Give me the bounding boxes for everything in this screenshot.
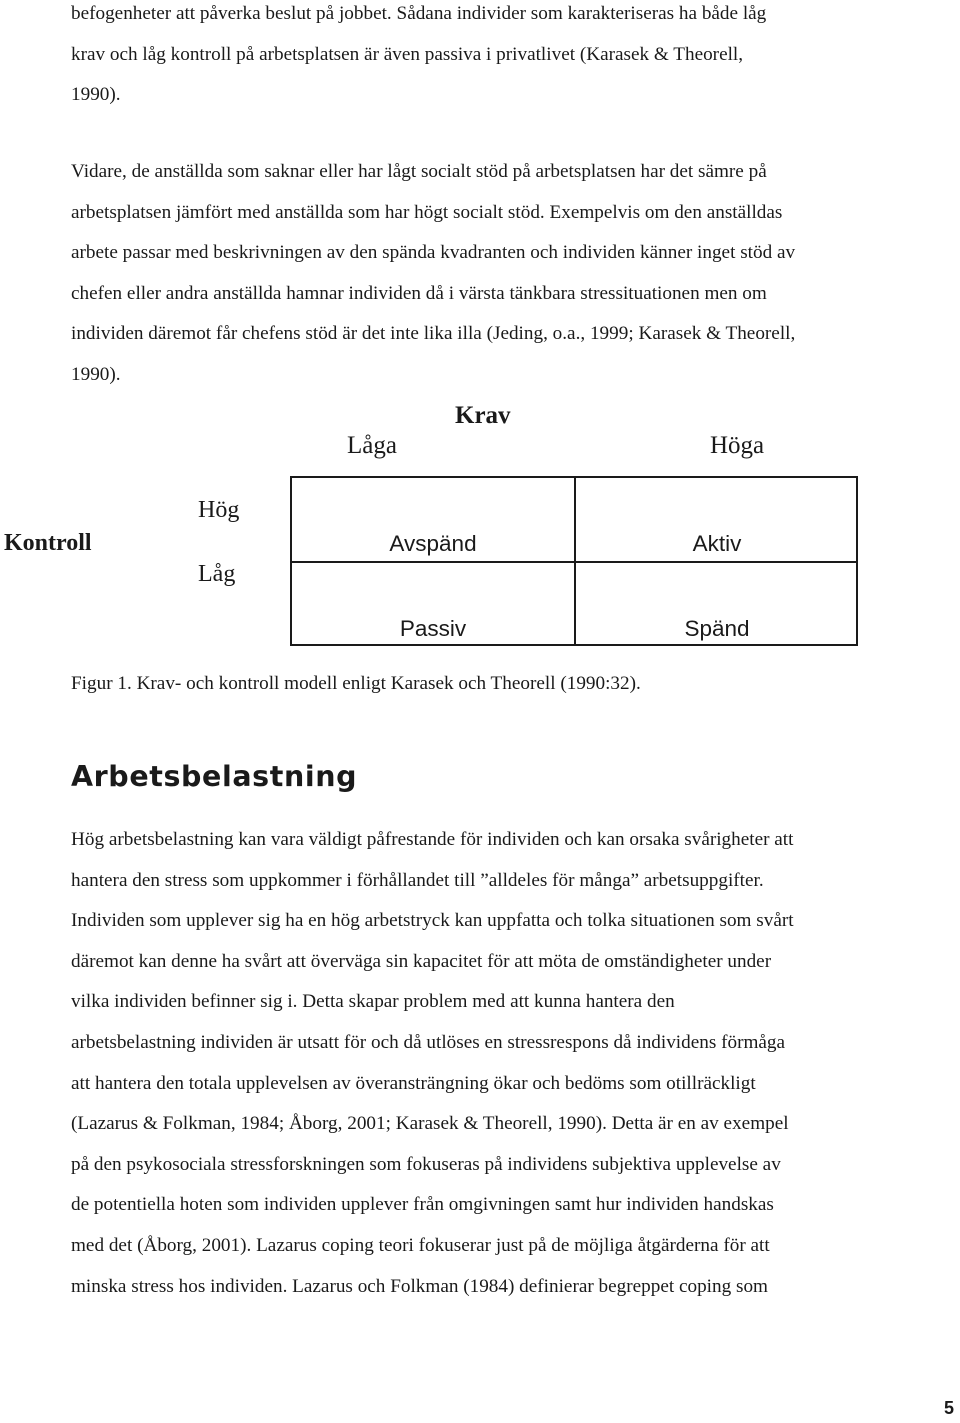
quadrant-grid [290,476,858,646]
quadrant-aktiv: Aktiv [692,531,742,556]
section-heading: Arbetsbelastning [71,760,358,793]
paragraph-social-support: Vidare, de anställda som saknar eller har lågt socialt stöd på arbetsplatsen har det sämre på arbetsplatsen jämfört med anställda som har högt socialt stöd. Exempelvis om den anställdas arbete passar med beskrivningen av den spända kvadranten och individen känner inget stöd av chefen eller andra anställda hamnar individen då i värsta tänkbara stressituationen men om individen däremot får chefens stöd är det inte lika illa (Jeding, o.a., 1999; Karasek & Theorell, 1990). [71,161,796,385]
grid-horizontal-divider [292,561,856,563]
krav-low-label: Låga [347,432,397,459]
paragraph-intro: befogenheter att påverka beslut på jobbet. Sådana individer som karakteriseras ha både låg krav och låg kontroll på arbetsplatsen är även passiva i privatlivet (Karasek & Theorell, 1990). [71,3,767,106]
page-number: 5 [944,1398,955,1418]
kontroll-axis-title: Kontroll [4,530,92,556]
krav-high-label: Höga [710,432,765,459]
paragraph-workload: Hög arbetsbelastning kan vara väldigt påfrestande för individen och kan orsaka svårigheter att hantera den stress som uppkommer i förhållandet till ”alldeles för många” arbetsuppgifter. Individen som upplever sig ha en hög arbetstryck kan uppfatta och tolka situationen som svårt däremot kan denne ha svårt att överväga sin kapacitet för att möta de omständigheter under vilka individen befinner sig i. Detta skapar problem med att kunna hantera den arbetsbelastning individen är utsatt för och då utlöses en stressrespons då individens förmåga att hantera den totala upplevelsen av överansträngning ökar och bedöms som otillräckligt (Lazarus & Folkman, 1984; Åborg, 2001; Karasek & Theorell, 1990). Detta är en av exempel på den psykosociala stressforskningen som fokuseras på individens subjektiva upplevelse av de potentiella hoten som individen upplever från omgivningen samt hur individen handskas med det (Åborg, 2001). Lazarus coping teori fokuserar just på de möjliga åtgärderna för att minska stress hos individen. Lazarus och Folkman (1984) definierar begreppet coping som [71,829,794,1297]
kontroll-high-label: Hög [198,497,240,523]
figure-caption: Figur 1. Krav- och kontroll modell enligt Karasek och Theorell (1990:32). [71,673,641,694]
quadrant-avspand: Avspänd [389,531,477,556]
kontroll-low-label: Låg [198,561,236,587]
quadrant-spand: Spänd [684,616,750,641]
krav-axis-title: Krav [455,402,511,429]
quadrant-passiv: Passiv [399,616,467,641]
